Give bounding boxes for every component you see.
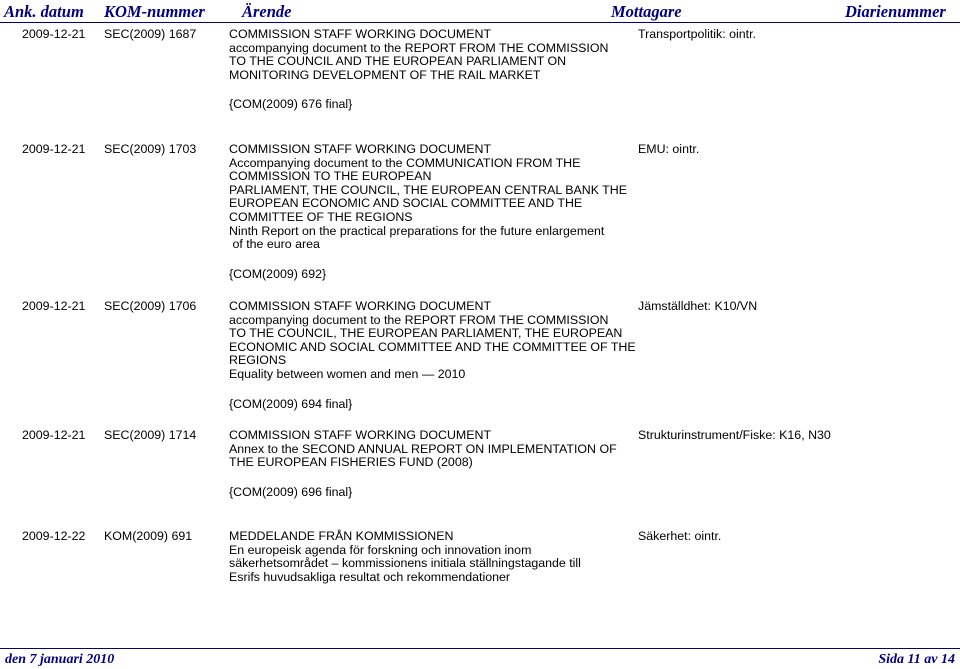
description-line: Annex to the SECOND ANNUAL REPORT ON IMPLEMENTATION OF <box>229 441 617 456</box>
column-header-bar <box>0 0 960 24</box>
entry-kom-number: SEC(2009) 1687 <box>104 27 197 41</box>
description-line: En europeisk agenda för forskning och innovation inom <box>229 542 532 557</box>
footer-page-number: Sida 11 av 14 <box>878 652 955 667</box>
description-line: PARLIAMENT, THE COUNCIL, THE EUROPEAN CENTRAL BANK THE <box>229 182 627 197</box>
entry-com-reference: {COM(2009) 696 final} <box>229 485 353 499</box>
entry-kom-number: SEC(2009) 1703 <box>104 142 197 156</box>
description-line: COMMISSION STAFF WORKING DOCUMENT <box>229 428 492 442</box>
entry-kom-number: SEC(2009) 1714 <box>104 428 197 442</box>
description-line: Ninth Report on the practical preparations for the future enlargement <box>229 223 605 238</box>
entry-description <box>229 143 627 252</box>
description-line: Accompanying document to the COMMUNICATION FROM THE <box>229 155 581 170</box>
description-line: accompanying document to the REPORT FROM THE COMMISSION <box>229 312 609 327</box>
entry-date: 2009-12-21 <box>22 142 86 156</box>
entry-kom-number: KOM(2009) 691 <box>104 529 193 543</box>
description-line: TO THE COUNCIL AND THE EUROPEAN PARLIAMENT ON <box>229 54 567 69</box>
entry-description <box>229 28 608 82</box>
description-line: accompanying document to the REPORT FROM THE COMMISSION <box>229 40 609 55</box>
description-line: Esrifs huvudsakliga resultat och rekommendationer <box>229 569 510 584</box>
entry-recipient: Jämställdhet: K10/VN <box>638 299 758 313</box>
entry-com-reference: {COM(2009) 694 final} <box>229 397 353 411</box>
header-date: Ank. datum <box>4 2 84 21</box>
entry-date: 2009-12-21 <box>22 27 86 41</box>
description-line: COMMITTEE OF THE REGIONS <box>229 209 413 224</box>
entry-description <box>229 530 581 584</box>
description-line: COMMISSION STAFF WORKING DOCUMENT <box>229 142 492 156</box>
description-line: THE EUROPEAN FISHERIES FUND (2008) <box>229 455 473 470</box>
description-line: Equality between women and men — 2010 <box>229 366 466 381</box>
entry-date: 2009-12-21 <box>22 428 86 442</box>
header-rule <box>0 22 960 23</box>
description-line: MONITORING DEVELOPMENT OF THE RAIL MARKET <box>229 67 541 82</box>
entry-description <box>229 300 636 382</box>
entry-description <box>229 429 617 470</box>
entry-com-reference: {COM(2009) 676 final} <box>229 97 353 111</box>
header-diarienummer: Diarienummer <box>845 2 946 21</box>
header-arende: Ärende <box>242 2 292 21</box>
entry-date: 2009-12-21 <box>22 299 86 313</box>
entry-recipient: Strukturinstrument/Fiske: K16, N30 <box>638 428 831 442</box>
description-line: TO THE COUNCIL, THE EUROPEAN PARLIAMENT, THE EUROPEAN <box>229 326 623 341</box>
description-line: REGIONS <box>229 353 287 368</box>
description-line: säkerhetsområdet – kommissionens initiala ställningstagande till <box>229 556 581 571</box>
entry-kom-number: SEC(2009) 1706 <box>104 299 197 313</box>
footer-rule <box>0 648 960 649</box>
description-line: EUROPEAN ECONOMIC AND SOCIAL COMMITTEE AND THE <box>229 196 583 211</box>
entry-recipient: Transportpolitik: ointr. <box>638 27 756 41</box>
footer-date: den 7 januari 2010 <box>5 652 115 667</box>
entry-recipient: EMU: ointr. <box>638 142 700 156</box>
header-mottagare: Mottagare <box>611 2 682 21</box>
description-line: COMMISSION STAFF WORKING DOCUMENT <box>229 27 492 41</box>
header-kom-nummer: KOM-nummer <box>104 2 205 21</box>
entry-recipient: Säkerhet: ointr. <box>638 529 722 543</box>
description-line: of the euro area <box>229 237 320 252</box>
entry-date: 2009-12-22 <box>22 529 86 543</box>
description-line: COMMISSION STAFF WORKING DOCUMENT <box>229 299 492 313</box>
description-line: MEDDELANDE FRÅN KOMMISSIONEN <box>229 529 454 543</box>
description-line: COMMISSION TO THE EUROPEAN <box>229 169 432 184</box>
entry-com-reference: {COM(2009) 692} <box>229 267 327 281</box>
description-line: ECONOMIC AND SOCIAL COMMITTEE AND THE COMMITTEE OF THE <box>229 339 636 354</box>
